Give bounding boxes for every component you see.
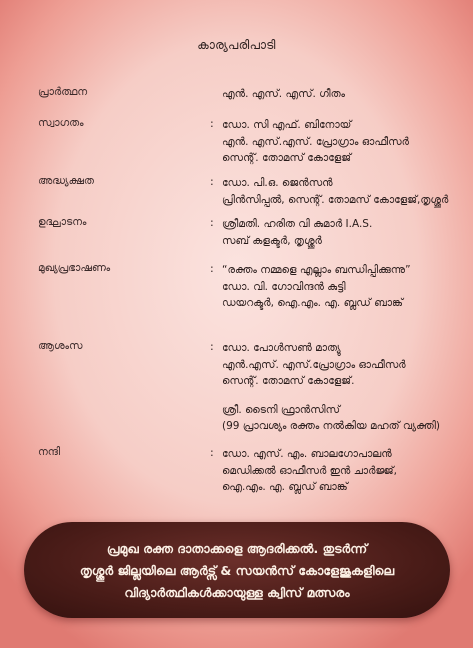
detail-line: ഡോ. പി.ഒ. ജെൻസൻ <box>222 177 333 189</box>
row-details <box>222 175 462 208</box>
row-details <box>222 446 462 496</box>
row-colon: : <box>210 340 214 353</box>
row-colon: : <box>210 262 214 275</box>
row-details <box>222 117 462 167</box>
detail-line: എൻ.എസ്. എസ്.പ്രോഗ്രാം ഓഫീസർ <box>222 358 406 371</box>
detail-line: എൻ. എസ്. എസ്. ഗീതം <box>222 88 345 100</box>
row-label: ആശംസ <box>38 340 83 352</box>
row-label: പ്രാർത്ഥന <box>38 86 88 98</box>
row-colon: : <box>210 175 214 188</box>
detail-line: “രക്തം നമ്മളെ എല്ലാം ബന്ധിപ്പിക്കുന്നു” <box>222 264 411 276</box>
detail-line: ഡോ. എസ്. എം. ബാലഗോപാലൻ <box>222 448 392 460</box>
detail-line: സബ് കളക്ടർ, തൃശ്ശൂർ <box>222 234 322 247</box>
detail-line: ശ്രീമതി. ഹരിത വി കുമാർ I.A.S. <box>222 218 373 230</box>
row-details <box>222 340 462 435</box>
detail-line: സെന്റ്. തോമസ് കോളേജ്. <box>222 375 355 387</box>
banner-line: പ്രമുഖ രക്ത ദാതാക്കളെ ആദരിക്കൽ. തുടർന്ന് <box>106 541 368 556</box>
detail-line: ഡോ. പോൾസൺ മാത്യു <box>222 342 341 354</box>
row-colon: : <box>210 216 214 229</box>
detail-line: ശ്രീ. ടൈനി ഫ്രാൻസിസ് <box>222 403 340 416</box>
detail-line: മെഡിക്കൽ ഓഫീസർ ഇൻ ചാർജ്ജ്, <box>222 464 397 477</box>
row-details <box>222 262 462 312</box>
detail-line: (99 പ്രാവശ്യം രക്തം നൽകിയ മഹത് വ്യക്തി) <box>222 420 441 432</box>
row-label: സ്വാഗതം <box>38 117 84 129</box>
row-label: ഉദ്ഘാടനം <box>38 216 87 228</box>
row-label: മുഖ്യപ്രഭാഷണം <box>38 262 111 274</box>
banner-line: തൃശ്ശൂർ ജില്ലയിലെ ആർട്സ് & സയൻസ് കോളേജുകളിലെ <box>79 563 395 578</box>
detail-line: എൻ. എസ്.എസ്. പ്രോഗ്രാം ഓഫീസർ <box>222 135 409 148</box>
row-label: അദ്ധ്യക്ഷത <box>38 175 94 187</box>
detail-line: പ്രിൻസിപ്പൽ, സെന്റ്. തോമസ് കോളേജ്,തൃശ്ശൂർ <box>222 193 449 206</box>
detail-line: ഐ.എം. എ. ബ്ലഡ് ബാങ്ക് <box>222 481 348 493</box>
quiz-banner <box>24 522 450 618</box>
row-colon: : <box>210 117 214 130</box>
detail-line: ഡയറക്ടർ, ഐ.എം. എ. ബ്ലഡ് ബാങ്ക് <box>222 297 403 309</box>
detail-line: സെന്റ്. തോമസ് കോളേജ് <box>222 152 352 164</box>
detail-line: ഡോ. സി എഫ്. ബിനോയ് <box>222 119 352 131</box>
program-heading: കാര്യപരിപാടി <box>197 38 276 52</box>
banner-line: വിദ്യാർത്ഥികൾക്കായുള്ള ക്വിസ് മത്സരം <box>124 585 350 600</box>
row-details <box>222 216 462 249</box>
row-details <box>222 86 462 103</box>
banner-text <box>24 538 450 604</box>
row-colon: : <box>210 446 214 459</box>
detail-line: ഡോ. വി. ഗോവിന്ദൻ കുട്ടി <box>222 280 346 293</box>
row-label: നന്ദി <box>38 446 61 458</box>
